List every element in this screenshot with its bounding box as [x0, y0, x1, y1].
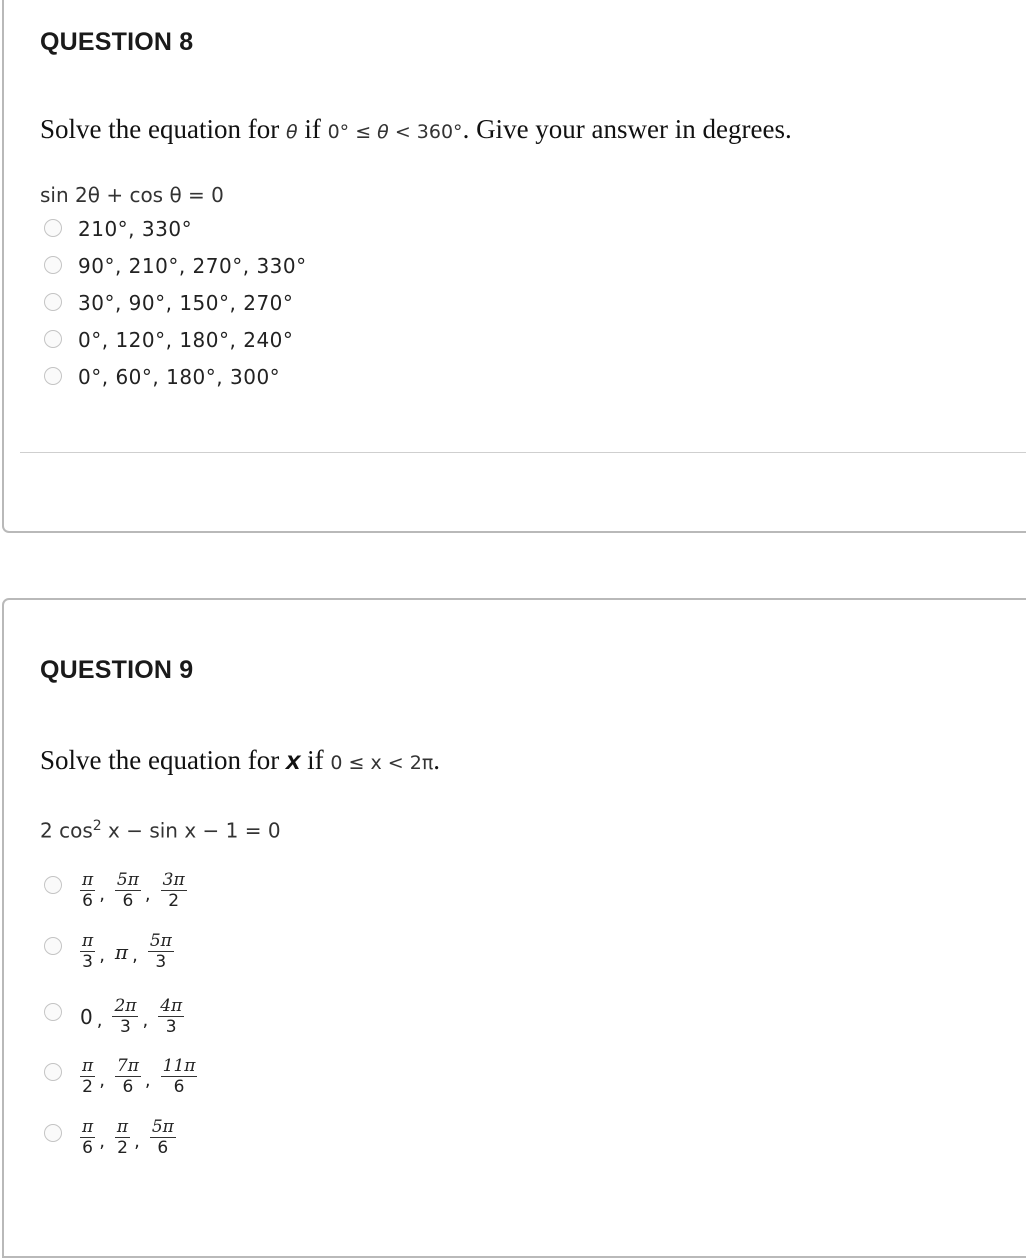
comma: , — [99, 884, 105, 905]
comma: , — [99, 1131, 105, 1152]
comma: , — [134, 1131, 140, 1152]
denominator: 2 — [168, 891, 180, 911]
q8-option-4-radio[interactable] — [44, 330, 62, 348]
q8-option-3-radio[interactable] — [44, 293, 62, 311]
numerator: π — [82, 931, 94, 951]
q9-option-1-label[interactable] — [78, 870, 189, 911]
fraction — [148, 931, 174, 972]
numerator: π — [116, 1117, 129, 1137]
q9-option-1-radio[interactable] — [44, 876, 62, 894]
denominator: 6 — [122, 891, 134, 911]
denominator: 6 — [82, 891, 93, 911]
q9-option-2-label[interactable] — [78, 931, 176, 972]
q8-option-1-label[interactable]: 210°, 330° — [78, 217, 193, 241]
fraction — [158, 996, 184, 1037]
comma: , — [99, 1070, 105, 1091]
question-9-prompt — [40, 745, 440, 776]
denominator: 6 — [173, 1077, 185, 1097]
q8-option-2-radio[interactable] — [44, 256, 62, 274]
equation-part: x − sin x − 1 = 0 — [101, 818, 281, 843]
denominator: 3 — [120, 1017, 131, 1037]
numerator: 2π — [114, 996, 137, 1016]
q8-option-5-radio[interactable] — [44, 367, 62, 385]
comma: , — [99, 945, 105, 966]
numerator: 3π — [162, 870, 185, 890]
denominator: 3 — [82, 952, 93, 972]
question-8-title: QUESTION 8 — [40, 28, 194, 56]
range-text: 0 ≤ x < 2π — [330, 752, 434, 774]
q8-option-2-label[interactable]: 90°, 210°, 270°, 330° — [78, 254, 307, 278]
equation-part: 2 cos — [40, 818, 93, 843]
prompt-text: Solve the equation for — [40, 745, 286, 775]
denominator: 3 — [165, 1017, 177, 1037]
numerator: 7π — [116, 1056, 139, 1076]
denominator: 6 — [82, 1138, 93, 1158]
fraction — [80, 1056, 95, 1097]
fraction — [150, 1117, 176, 1158]
q8-option-3-label[interactable]: 30°, 90°, 150°, 270° — [78, 291, 294, 315]
denominator: 6 — [157, 1138, 169, 1158]
numerator: 11π — [162, 1056, 196, 1076]
pi-value: π — [114, 939, 129, 964]
range-text: < 360° — [388, 121, 463, 143]
numerator: 4π — [160, 996, 183, 1016]
comma: , — [96, 1010, 103, 1031]
question-8-equation: sin 2θ + cos θ = 0 — [40, 183, 224, 207]
numerator: π — [82, 1117, 94, 1137]
numerator: π — [82, 870, 94, 890]
denominator: 6 — [122, 1077, 134, 1097]
q9-option-2-radio[interactable] — [44, 937, 62, 955]
prompt-text: Solve the equation for — [40, 114, 286, 144]
numerator: 5π — [116, 870, 139, 890]
fraction — [80, 1117, 95, 1158]
fraction — [80, 870, 95, 911]
question-8-prompt — [40, 114, 792, 145]
q9-option-3-radio[interactable] — [44, 1003, 62, 1021]
fraction — [115, 1117, 130, 1158]
fraction — [115, 870, 141, 911]
numerator: 5π — [151, 1117, 174, 1137]
range-text: 0° ≤ — [327, 121, 378, 143]
zero-value: 0 — [80, 1004, 93, 1029]
variable-x: x — [285, 745, 301, 775]
q8-option-4-label[interactable]: 0°, 120°, 180°, 240° — [78, 328, 294, 352]
q9-option-4-radio[interactable] — [44, 1063, 62, 1081]
denominator: 3 — [155, 952, 167, 972]
theta-symbol: θ — [285, 121, 298, 143]
numerator: π — [82, 1056, 94, 1076]
q9-option-4-label[interactable] — [78, 1056, 199, 1097]
q8-option-1-radio[interactable] — [44, 219, 62, 237]
question-9-title: QUESTION 9 — [40, 656, 194, 684]
numerator: 5π — [149, 931, 172, 951]
fraction — [161, 1056, 198, 1097]
question-9-equation — [40, 818, 281, 843]
comma: , — [142, 1010, 149, 1031]
q9-option-5-label[interactable] — [78, 1117, 178, 1158]
prompt-text: if — [297, 114, 328, 144]
denominator: 2 — [117, 1138, 128, 1158]
fraction — [80, 931, 95, 972]
fraction — [112, 996, 138, 1037]
prompt-text: . Give your answer in degrees. — [462, 114, 792, 144]
divider — [20, 452, 1026, 453]
exponent: 2 — [92, 818, 102, 834]
question-9-card — [2, 598, 1026, 1258]
prompt-text: if — [300, 745, 331, 775]
theta-symbol: θ — [377, 121, 389, 143]
q9-option-5-radio[interactable] — [44, 1124, 62, 1142]
comma: , — [144, 884, 151, 905]
comma: , — [144, 1070, 151, 1091]
fraction — [115, 1056, 141, 1097]
prompt-text: . — [433, 745, 441, 775]
q8-option-5-label[interactable]: 0°, 60°, 180°, 300° — [78, 365, 281, 389]
comma: , — [132, 945, 138, 966]
fraction — [161, 870, 187, 911]
q9-option-3-label[interactable] — [78, 996, 186, 1037]
denominator: 2 — [82, 1077, 93, 1097]
